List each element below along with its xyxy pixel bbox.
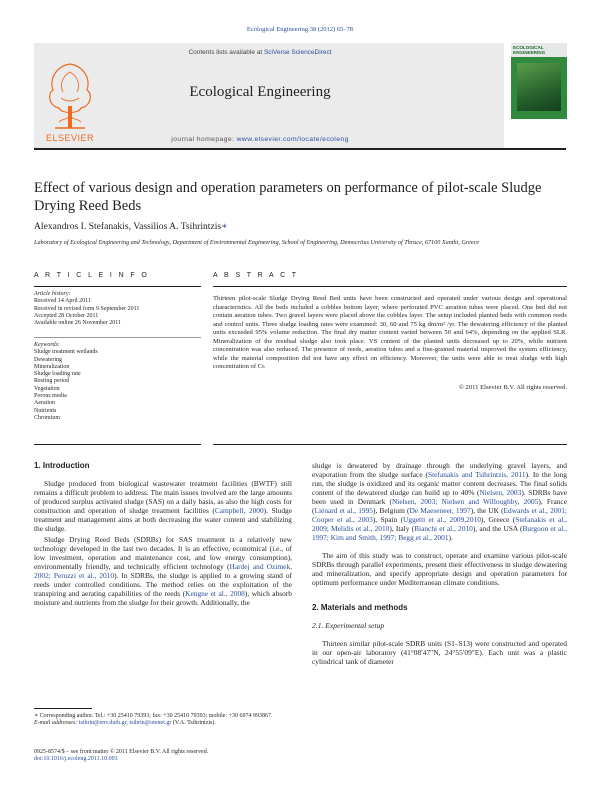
journal-homepage: journal homepage: www.elsevier.com/locate/ecoleng — [171, 136, 349, 143]
citation-link[interactable]: Liénard et al., 1995 — [314, 506, 373, 515]
citation-link[interactable]: Kengne et al., 2008 — [185, 589, 245, 598]
history-accepted: Accepted 28 October 2011 — [34, 312, 99, 319]
publisher-wordmark: ELSEVIER — [45, 133, 95, 143]
header-rule — [34, 148, 566, 150]
abstract-text: Thirteen pilot-scale Sludge Drying Reed Bed units have been constructed and operated under various design and operational characteristics. All the beds included a cobbles bottom layer, where perforated PVC aeration tubes were placed. One bed did not contain aeration tubes. Two gravel layers were placed above the cobbles layer. The setup included planted beds with common reeds and control units. Three sludge loading rates were examined: 30, 60 and 75 kg dm/m² /yr. The dewatering efficiency of the planted units exceeded 95% volume reduction. The final dry matter content varied between 50 and 64%, depending on the applied SLR. Mineralization of the residual sludge also took place. VS content of the planted units decreased up to 20%, while nutrient concentration was also reduced. The presence of reeds, aeration tubes and a fine-grained material improved the system efficiency, while the material composition did not have any effect on efficiency. Moreover, the units were able to treat sludge with high concentration of Cr. — [213, 295, 567, 370]
citation-link[interactable]: Bianchi et al., 2010 — [414, 524, 473, 533]
keyword: Aeration — [34, 400, 55, 407]
keyword: Nutrients — [34, 407, 57, 414]
subsection-heading-setup: 2.1. Experimental setup — [312, 621, 385, 630]
citation-link[interactable]: De Maeseneer, 1997 — [409, 506, 471, 515]
right-paragraph-2: The aim of this study was to construct, operate and examine various pilot-scale SDRBs through parallel experiments, present their effectiveness in sludge dewatering and mineralization, and specify appropriate design and operation parameters for optimum performance under Mediterranean climate conditions. — [312, 551, 567, 587]
article-authors: Alexandros I. Stefanakis, Vassilios A. Tsihrintzis∗ — [34, 221, 228, 232]
citation-link[interactable]: Campbell, 2000 — [214, 506, 264, 515]
right-column — [312, 461, 567, 666]
history-received: Received 14 April 2011 — [34, 298, 91, 305]
history-label: Article history: — [34, 291, 71, 297]
footnotes — [34, 713, 292, 727]
citation-link[interactable]: Stefanakis et al., 2009; Melidis et al., 2010 — [312, 515, 567, 533]
email-note: E-mail addresses: tsihrin@env.duth.gr, tsihrin@otenet.gr (V.A. Tsihrintzis). — [34, 720, 216, 727]
article-info-heading: A R T I C L E I N F O — [34, 272, 150, 279]
intro-column — [34, 479, 292, 607]
abstract-heading: A B S T R A C T — [213, 272, 299, 279]
cover-photo — [517, 63, 561, 111]
keywords-label: Keywords: — [34, 342, 60, 348]
publication-info — [34, 749, 334, 763]
abstract-bottom-rule — [213, 444, 567, 445]
keyword: Mineralization — [34, 363, 70, 370]
section-heading-introduction: 1. Introduction — [34, 461, 90, 470]
citation-link[interactable]: Nielsen, 2003 — [479, 488, 522, 497]
article-title: Effect of various design and operation parameters on performance of pilot-scale Sludge Drying Reed Beds — [34, 180, 542, 214]
section-heading-materials: 2. Materials and methods — [312, 603, 408, 612]
footnote-rule — [34, 708, 92, 709]
cover-title: ECOLOGICAL ENGINEERING — [513, 45, 546, 55]
keyword: Resting period — [34, 378, 70, 385]
doi-link[interactable]: doi:10.1016/j.ecoleng.2011.10.003 — [34, 756, 118, 763]
citation-link[interactable]: Uggetti et al., 2009,2010 — [403, 515, 481, 524]
article-history — [34, 291, 139, 327]
citation-link[interactable]: Burgoon et al., 1997; Kim and Smith, 1997; Begg et al., 2001 — [312, 524, 567, 542]
author-affiliation: Laboratory of Ecological Engineering and Technology, Department of Environmental Engineering, School of Engineering, Democritus University of Thrace, 67100 Xanthi, Greece — [34, 239, 480, 246]
journal-homepage-link[interactable]: www.elsevier.com/locate/ecoleng — [236, 136, 349, 143]
intro-paragraph-1: Sludge produced from biological wastewater treatment facilities (BWTF) still remains a difficult problem to address. The main issues involved are the large amounts of produced surplus activated sludge (SAS) on a daily basis, as also the high costs for construction and operation of sludge treatment facilities (Campbell, 2000). Sludge treatment and management aims at both decreasing the water content and stabilizing the sludge. — [34, 479, 292, 533]
history-revised: Received in revised form 9 September 2011 — [34, 305, 140, 312]
citation-link[interactable]: Nielsen, 2003; Nielsen and Willoughby, 2005 — [391, 497, 539, 506]
right-paragraph-3: Thirteen similar pilot-scale SDRB units (S1–S13) were constructed and operated in our open-air laboratory (41°08′47″N, 24°55′09″E). Each unit was a plastic cylindrical tank of diameter — [312, 639, 567, 666]
keywords-rule — [34, 337, 201, 338]
citation-link[interactable]: Stefanakis and Tsihrintzis, 2011 — [428, 470, 526, 479]
abstract-rule — [213, 286, 567, 287]
abstract-copyright: © 2011 Elsevier B.V. All rights reserved. — [458, 384, 567, 391]
article-info-rule — [34, 286, 201, 287]
keyword: Vegetation — [34, 385, 60, 392]
intro-paragraph-2: Sludge Drying Reed Beds (SDRBs) for SAS treatment is a relatively new technology developed in the last two decades. It is an effective, economical (i.e., of low investment, operation and maintenance cost, and low energy consumption), environmentally friendly, and technically efficient technology (Hardej and Ozimek, 2002; Peruzzi et al., 2010). In SDRBs, the sludge is applied to a growing stand of reeds under controlled conditions. The method relies on the exploitation of the transpiring and aerating capabilities of the reeds (Kengne et al., 2008), which absorb moisture and nutrients from the sludge for their growth. Additionally, the — [34, 535, 292, 607]
keyword: Chromium — [34, 414, 61, 421]
journal-title: Ecological Engineering — [189, 84, 331, 100]
journal-cover-thumbnail — [511, 43, 567, 119]
email-links[interactable]: tsihrin@env.duth.gr, tsihrin@otenet.gr — [78, 720, 172, 727]
keyword: Sludge loading rate — [34, 371, 81, 378]
keywords-list — [34, 342, 98, 422]
article-info-bottom-rule — [34, 444, 201, 445]
right-paragraph-1: sludge is dewatered by drainage through the underlying gravel layers, and evaporation from the sludge surface (Stefanakis and Tsihrintzis, 2011). In the long run, the sludge is oxidized and its organic matter content decreases. The final solids content of the dewatered sludge can build up to 40% (Nielsen, 2003). SDRBs have been used in Denmark (Nielsen, 2003; Nielsen and Willoughby, 2005), France (Liénard et al., 1995), Belgium (De Maeseneer, 1997), the UK (Edwards et al., 2001; Cooper et al., 2003), Spain (Uggetti et al., 2009,2010), Greece (Stefanakis et al., 2009; Melidis et al., 2010), Italy (Bianchi et al., 2010), and the USA (Burgoon et al., 1997; Kim and Smith, 1997; Begg et al., 2001). — [312, 461, 568, 542]
keyword: Porous media — [34, 393, 67, 400]
citation-link[interactable]: Edwards et al., 2001; Cooper et al., 2003 — [312, 506, 567, 524]
issn-line: 0925-8574/$ – see front matter © 2011 Elsevier B.V. All rights reserved. — [34, 749, 209, 755]
citation-link[interactable]: Hardej and Ozimek, 2002; Peruzzi et al., 2010 — [34, 562, 292, 580]
history-online: Available online 26 November 2011 — [34, 320, 121, 327]
corresponding-author-note: ∗ Corresponding author. Tel.: +30 25410 79393; fax: +30 25410 79393; mobile: +30 6974 993867. — [34, 713, 273, 719]
sciencedirect-link[interactable]: SciVerse ScienceDirect — [263, 49, 332, 56]
journal-citation[interactable]: Ecological Engineering 38 (2012) 65–78 — [246, 26, 354, 33]
corresponding-author-mark[interactable]: ∗ — [221, 221, 228, 232]
keyword: Dewatering — [34, 356, 62, 363]
keyword: Sludge treatment wetlands — [34, 349, 98, 356]
contents-availability: Contents lists available at SciVerse ScienceDirect — [188, 49, 332, 56]
